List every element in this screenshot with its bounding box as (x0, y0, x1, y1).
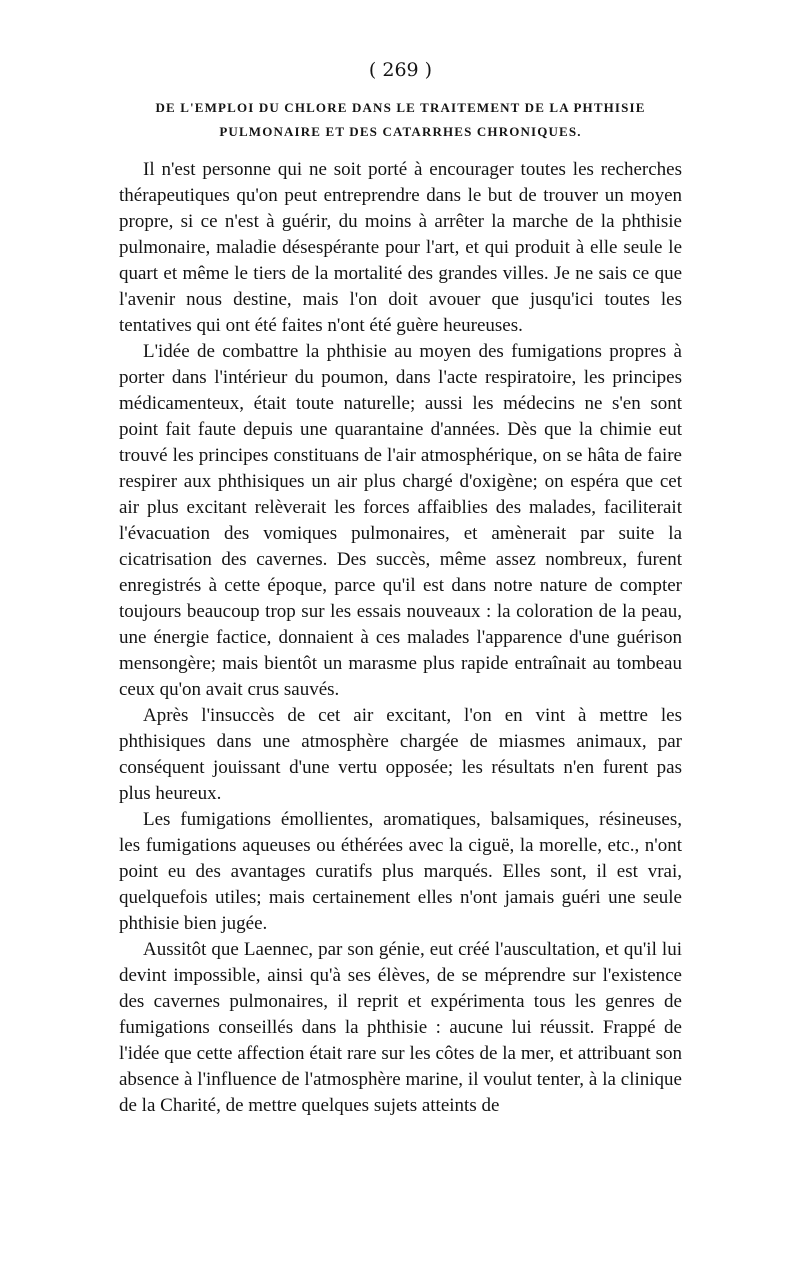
paragraph-2: L'idée de combattre la phthisie au moyen des fumigations propres à porter dans l'intérieur du poumon, dans l'acte respiratoire, les principes médicamenteux, était toute naturelle; aussi les médecins ne s'en sont point fait faute depuis une quarantaine d'années. Dès que la chimie eut trouvé les principes constituans de l'air atmosphérique, on se hâta de faire respirer aux phthisiques un air plus chargé d'oxigène; on espéra que cet air plus excitant relèverait les forces affaiblies des malades, faciliterait l'évacuation des vomiques pulmonaires, et amènerait par suite la cicatrisation des cavernes. Des succès, même assez nombreux, furent enregistrés à cette époque, parce qu'il est dans notre nature de compter toujours beaucoup trop sur les essais nouveaux : la coloration de la peau, une énergie factice, donnaient à ces malades l'apparence d'une guérison mensongère; mais bientôt un marasme plus rapide entraînait au tombeau ceux qu'on avait crus sauvés. (119, 341, 682, 700)
chapter-title-line-2: PULMONAIRE ET DES CATARRHES CHRONIQUES. (219, 124, 582, 139)
paragraph-3: Après l'insuccès de cet air excitant, l'on en vint à mettre les phthisiques dans une atmosphère chargée de miasmes animaux, par conséquent jouissant d'une vertu opposée; les résultats n'en furent pas plus heureux. (119, 705, 682, 804)
chapter-title (119, 96, 682, 144)
book-page (119, 58, 682, 1119)
paragraph-4: Les fumigations émollientes, aromatiques, balsamiques, résineuses, les fumigations aqueuses ou éthérées avec la ciguë, la morelle, etc., n'ont point eu des avantages curatifs plus marqués. Elles sont, il est vrai, quelquefois utiles; mais certainement elles n'ont jamais guéri une seule phthisie bien jugée. (119, 809, 682, 934)
page-number: ( 269 ) (368, 59, 433, 81)
chapter-title-line-1: DE L'EMPLOI DU CHLORE DANS LE TRAITEMENT DE LA PHTHISIE (155, 100, 646, 115)
paragraph-5: Aussitôt que Laennec, par son génie, eut créé l'auscultation, et qu'il lui devint impossible, ainsi qu'à ses élèves, de se méprendre sur l'existence des cavernes pulmonaires, il reprit et expérimenta tous les genres de fumigations conseillés dans la phthisie : aucune lui réussit. Frappé de l'idée que cette affection était rare sur les côtes de la mer, et attribuant son absence à l'influence de l'atmosphère marine, il voulut tenter, à la clinique de la Charité, de mettre quelques sujets atteints de (119, 939, 682, 1116)
paragraph-1: Il n'est personne qui ne soit porté à encourager toutes les recherches thérapeutiques qu'on peut entreprendre dans le but de trouver un moyen propre, si ce n'est à guérir, du moins à arrêter la marche de la phthisie pulmonaire, maladie désespérante pour l'art, et qui produit à elle seule le quart et même le tiers de la mortalité des grandes villes. Je ne sais ce que l'avenir nous destine, mais l'on doit avouer que jusqu'ici toutes les tentatives qui ont été faites n'ont été guère heureuses. (119, 159, 682, 336)
body-text (119, 157, 682, 1119)
